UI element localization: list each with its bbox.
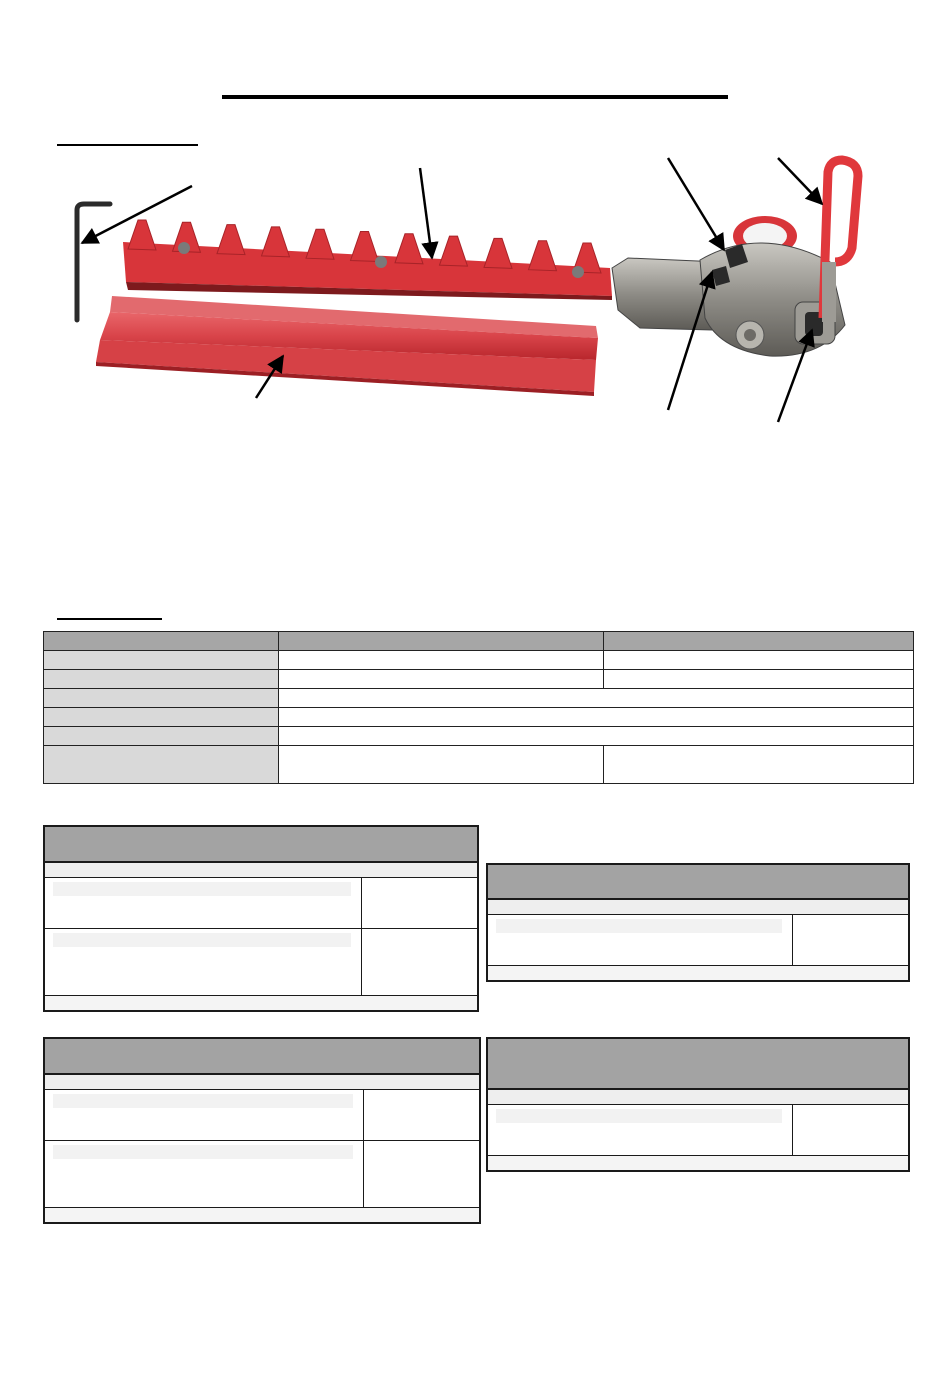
table-cell-label [44, 670, 279, 689]
info-card-row [488, 1105, 908, 1156]
table-cell [279, 670, 604, 689]
blade-guard [96, 296, 598, 396]
info-card [486, 1037, 910, 1172]
table-row [44, 708, 914, 727]
table-cell [279, 689, 914, 708]
angle-handle [822, 160, 858, 322]
table-row [44, 689, 914, 708]
table-row [44, 727, 914, 746]
blade-tooth [484, 238, 512, 268]
blade-tooth [262, 227, 290, 257]
info-card-row [45, 1141, 479, 1208]
table-row [44, 670, 914, 689]
blade-tooth [395, 234, 423, 264]
blade-tooth [217, 225, 245, 255]
table-cell-label [44, 746, 279, 784]
info-card-row-text [45, 929, 362, 995]
table-cell-label [44, 651, 279, 670]
info-card-row [488, 915, 908, 966]
cutter-blade [123, 220, 612, 300]
table-cell [604, 670, 914, 689]
blade-tooth [440, 236, 468, 266]
table-cell-label [44, 689, 279, 708]
callout-arrow-locking-lever [668, 158, 724, 250]
info-card-footer [488, 1156, 908, 1170]
info-card-row-value [364, 1090, 479, 1140]
table-cell [279, 651, 604, 670]
table-cell [279, 727, 914, 746]
table-cell-label [44, 727, 279, 746]
info-card-strip [488, 1090, 908, 1105]
info-card-footer [45, 1208, 479, 1222]
table-cell [604, 746, 914, 784]
info-card-row [45, 878, 477, 929]
callout-arrow-blade [420, 168, 432, 258]
info-card-header [45, 1039, 479, 1075]
title-underline [222, 95, 728, 99]
table-header-cell [279, 632, 604, 651]
table-cell [279, 746, 604, 784]
info-card [43, 825, 479, 1012]
section-heading-specifications [57, 603, 162, 617]
table-row [44, 746, 914, 784]
table-cell [604, 651, 914, 670]
info-card-footer [45, 996, 477, 1010]
blade-tooth [128, 220, 156, 250]
info-card-row [45, 929, 477, 996]
blade-tooth [351, 232, 379, 262]
blade-tooth [529, 241, 557, 271]
info-card-row-value [793, 915, 908, 965]
info-card-strip [45, 1075, 479, 1090]
info-card-footer [488, 966, 908, 980]
specification-table [43, 631, 914, 784]
blade-tooth [306, 229, 334, 259]
section-heading-underline [57, 618, 162, 620]
page-title [222, 70, 728, 92]
table-header-cell [604, 632, 914, 651]
info-card-row-text [488, 915, 793, 965]
table-cell-label [44, 708, 279, 727]
info-card-row-text [488, 1105, 793, 1155]
hedge-trimmer-illustration [0, 140, 950, 440]
info-card-row-value [364, 1141, 479, 1207]
info-card [486, 863, 910, 982]
info-card-row [45, 1090, 479, 1141]
table-row [44, 651, 914, 670]
info-card-strip [45, 863, 477, 878]
info-card-strip [488, 900, 908, 915]
table-cell [279, 708, 914, 727]
callout-arrow-handle [778, 158, 822, 204]
info-card-row-value [793, 1105, 908, 1155]
table-header-cell [44, 632, 279, 651]
info-card-row-text [45, 878, 362, 928]
info-card-row-value [362, 878, 477, 928]
hex-key-icon [77, 204, 110, 320]
info-card-header [45, 827, 477, 863]
info-card-header [488, 865, 908, 900]
info-card-row-text [45, 1090, 364, 1140]
info-card-header [488, 1039, 908, 1090]
info-card-row-text [45, 1141, 364, 1207]
info-card [43, 1037, 481, 1224]
info-card-row-value [362, 929, 477, 995]
table-header-row [44, 632, 914, 651]
